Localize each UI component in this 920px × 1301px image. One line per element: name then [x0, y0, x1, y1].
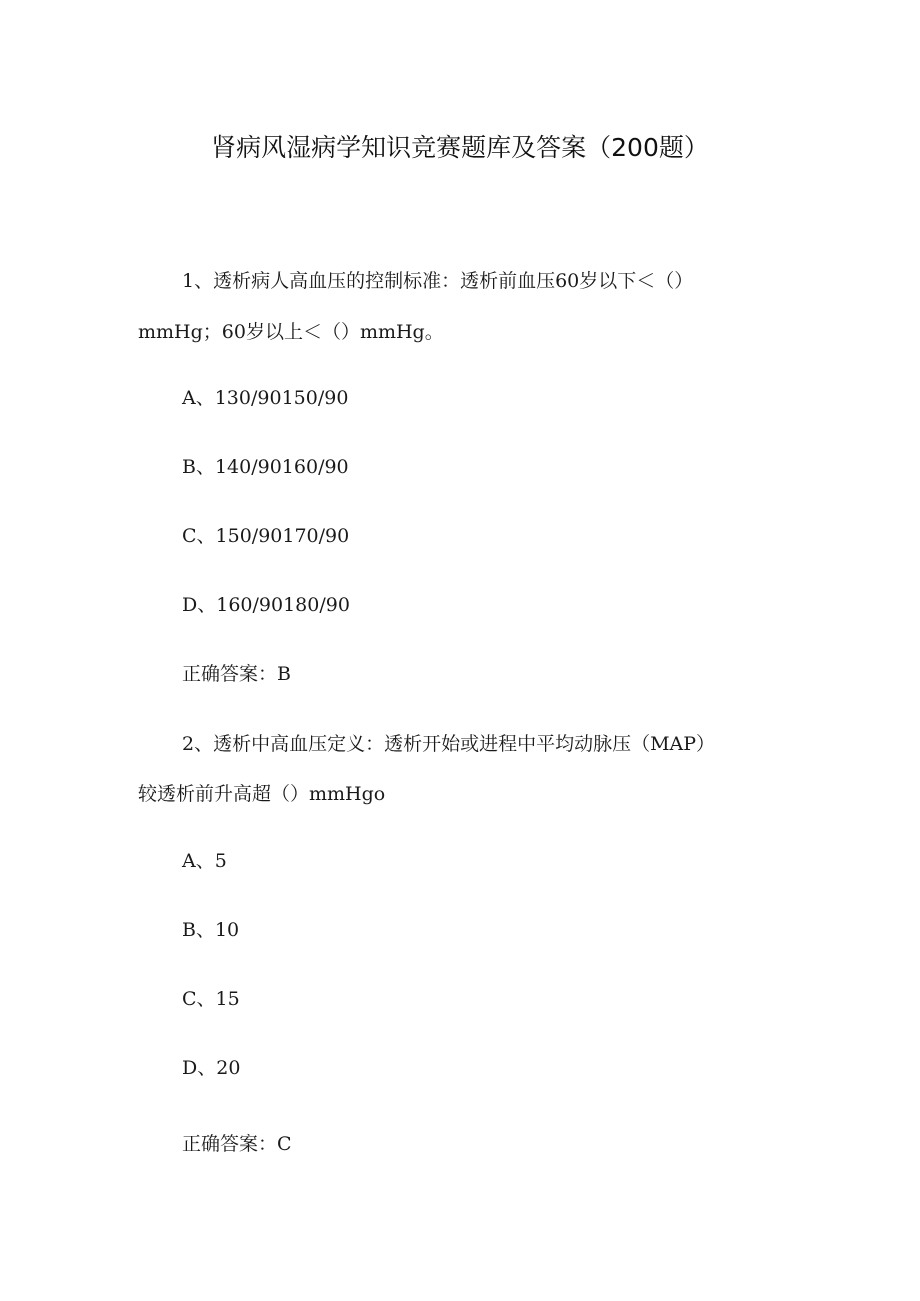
- question-1-option-a: A、130/90150/90: [182, 387, 349, 409]
- question-1-option-b: B、140/90160/90: [182, 456, 349, 478]
- question-2-option-c: C、15: [182, 988, 240, 1010]
- question-2-option-b: B、10: [182, 919, 240, 941]
- question-1-answer: 正确答案：B: [182, 663, 291, 685]
- document-title: 肾病风湿病学知识竞赛题库及答案（200题）: [211, 133, 709, 162]
- question-2-stem-line-1: 2、透析中高血压定义：透析开始或进程中平均动脉压（MAP）: [182, 733, 716, 755]
- question-2-option-a: A、5: [182, 850, 227, 872]
- question-1-stem-line-2: mmHg；60岁以上＜（）mmHg。: [138, 321, 444, 343]
- question-2-option-d: D、20: [182, 1057, 241, 1079]
- question-2-answer: 正确答案：C: [182, 1133, 292, 1155]
- question-1-option-c: C、150/90170/90: [182, 525, 350, 547]
- question-2-stem-line-2: 较透析前升高超（）mmHgo: [138, 783, 386, 805]
- question-1-option-d: D、160/90180/90: [182, 594, 350, 616]
- question-1-stem-line-1: 1、透析病人高血压的控制标准：透析前血压60岁以下＜（）: [182, 270, 694, 292]
